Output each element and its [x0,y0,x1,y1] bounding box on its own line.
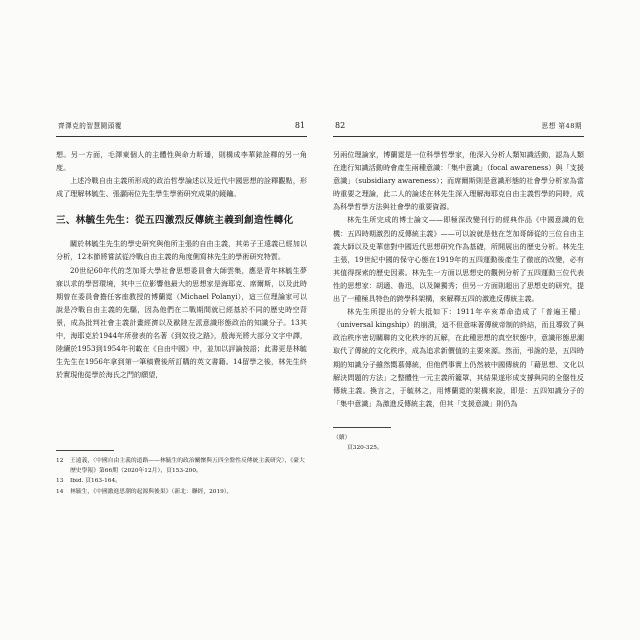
footnote-text: 頁320-325。 [347,445,383,452]
left-body-text [56,148,307,381]
footnote [56,456,307,476]
footnote [333,433,584,443]
footnote-rule [56,450,114,451]
left-running-head [56,118,307,137]
footnote-continued-label: （續） [333,435,351,441]
footnote-text: 王遠義，〈中國自由主義的道路——林毓生的政治關懷與五四全盤性反傳統主義研究〉，《臺大歷史學報》第66期（2020年12月），頁153-200。 [70,458,305,475]
left-running-title: 齊澤克的智慧鬪頭覆 [58,122,122,130]
footnote-number: 12 [56,458,64,464]
left-page [56,118,307,504]
right-body-text [333,148,584,410]
right-paragraph: 林先生所完成的博士論文——即極深改變刊行的經典作品《中國意識的危機：五四時期激烈的反傳統主義》——可以說就是他在芝加哥師從的三位自由主義大師以及史華慈對中國近代思想研究作為基礎，所開展出的歷史分析。林先生主張，19世紀中國的保守心態在1919年的五四運動後產生了徹底的改變，必有其值得探索的歷史因素。林先生一方面以思想史的觀例分析了五四運動三位代表性的思想家：胡適、魯迅，以及陳獨秀；但另一方面則超出了思想史的研究，提出了一種極具特色的跨學科架構，來解釋五四的激進反傳統主義。 [333,215,584,304]
section-heading: 三、林毓生先生：從五四激烈反傳統主義到創造性轉化 [56,215,294,227]
footnote [333,443,584,453]
right-page-number: 82 [335,121,346,130]
footnote [56,487,307,497]
footnote-text: 林毓生，《中國激進思潮的起源與後果》（新北：聯經，2019）， [70,488,233,495]
footnote [56,476,307,486]
left-paragraph: 上述冷戰自由主義所形成的政治哲學論述以及近代中國思想的詮釋觀點，形成了理解林毓生、張灝兩位先生學生學術研究成果的鏡鑰。 [56,176,307,199]
right-running-title: 思想 第48期 [541,122,582,130]
right-paragraph: 另兩位理論家，博蘭霓是一位科學哲學家，他深入分析人類知識活動，認為人類在進行知識活動時會產生兩種意識：「集中意識」（focal awareness）與「支援意識」（subsidiary awareness）；而席爾斯則是意識形態的社會學分析家為當時重要之理論，此二人的論述在林先生深入理解海耶克自由主義哲學的同時，成為科學哲學方法與社會學的重要資源。 [333,150,584,212]
footnote-text: Ibid. 頁163-164。 [70,478,121,485]
footnote-rule [333,427,391,428]
left-paragraph: 想。另一方面，毛澤東個人的主體性與命力昕璠，則構成李華銥詮釋的另一角度。 [56,150,307,173]
right-footnotes [333,427,584,453]
left-paragraph: 關於林毓生先生的學史研究與他所主張的自由主義，其弟子王遠義已經加以分析，12本節將嘗試從冷戰自由主義的角度側寫林先生的學術研究特質。 [56,239,307,262]
left-paragraph: 20世紀60年代的芝加哥大學社會思想委員會大師雲集，應是青年林毓生夢寐以求的學習環境，其中三位影響他最大的思想家是海耶克、席爾斯，以及此時期曾在委員會擔任客座教授的博蘭霓（Michael Polanyi），這三位理論家可以說是冷戰自由主義的先驅，因為他們在二戰期間就已經基於不同的歷史時空背景，成為批判社會主義計畫經濟以及歐陸左派意識形態政治的知識分子。13其中，海耶克於1944年所發表的名著《到奴役之路》，殷海光將大部分文字中譯，陸續於1953到1954年刊載在《自由中國》中，並加以評論按語；此書更是林毓生先生在1956年拿到第一筆稿費後所訂購的英文書籍。14留學之後，林先生終於實現他從學於海氏之門的願望， [56,265,307,380]
footnote-number: 14 [56,488,64,495]
left-page-number: 81 [294,121,305,130]
left-footnotes [56,450,307,497]
right-running-head [333,118,584,137]
right-page [333,118,584,504]
right-paragraph: 林先生所提出的分析大抵如下：1911年辛亥革命造成了「普遍王權」（universal kingship）的崩潰，這不但意味著傳統帝制的終結，而且導致了與政治秩序密切關聯的文化秩序的瓦解，在此種思想的真空狀態中，意識形態思潮取代了傳統的文化秩序，成為追求新價值的主要來源。然而，弔詭的是，五四時期的知識分子雖然嚮慕傳統，但他們事實上仍然被中國傳統的「藉思想、文化以解決問題的方法」之整體性一元主義所籠罩，其結果遂形成支撐與同的全盤性反傳統主義。換言之，于毓林之，用博蘭霓的架構來說，即是：五四知識分子的「集中意識」為激進反傳統主義，但其「支援意識」則仍為 [333,307,584,408]
footnote-number: 13 [56,478,64,485]
